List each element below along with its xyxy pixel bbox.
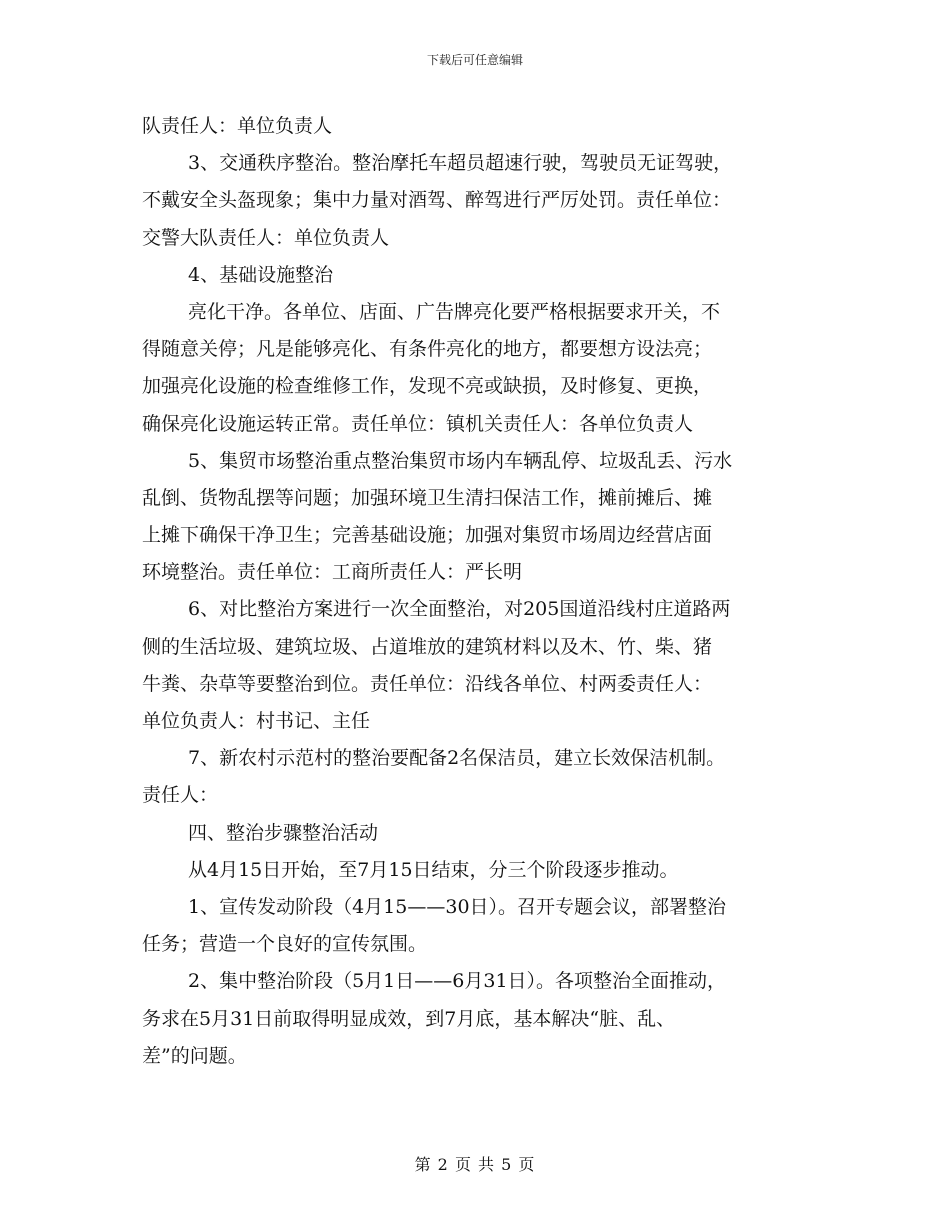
text-line: 上摊下确保干净卫生；完善基础设施；加强对集贸市场周边经营店面 <box>142 524 713 547</box>
text-line: 5、集贸市场整治重点整治集贸市场内车辆乱停、垃圾乱丢、污水 <box>188 449 733 472</box>
text-line: 2、集中整治阶段（5月1日——6月31日）。各项整治全面推动， <box>188 970 727 993</box>
text-line: 差”的问题。 <box>142 1044 247 1067</box>
text-line: 7、新农村示范村的整治要配备2名保洁员，建立长效保洁机制。 <box>188 747 726 770</box>
text-line: 3、交通秩序整治。整治摩托车超员超速行驶，驾驶员无证驾驶， <box>188 152 733 175</box>
text-line: 任务；营造一个良好的宣传氛围。 <box>142 933 428 956</box>
text-line: 牛粪、杂草等要整治到位。责任单位：沿线各单位、村两委责任人： <box>142 672 713 695</box>
text-line: 4、基础设施整治 <box>188 263 334 286</box>
text-line: 1、宣传发动阶段（4月15——30日）。召开专题会议，部署整治 <box>188 895 727 918</box>
text-line: 交警大队责任人：单位负责人 <box>142 226 390 249</box>
text-line: 得随意关停；凡是能够亮化、有条件亮化的地方，都要想方设法亮； <box>142 338 713 361</box>
text-line: 责任人： <box>142 784 219 807</box>
text-line: 务求在5月31日前取得明显成效，到7月底，基本解决“脏、乱、 <box>142 1007 676 1030</box>
text-line: 乱倒、货物乱摆等问题；加强环境卫生清扫保洁工作，摊前摊后、摊 <box>142 486 713 509</box>
text-line: 确保亮化设施运转正常。责任单位：镇机关责任人：各单位负责人 <box>142 412 694 435</box>
text-line: 侧的生活垃圾、建筑垃圾、占道堆放的建筑材料以及木、竹、柴、猪 <box>142 635 713 658</box>
text-line: 环境整治。责任单位：工商所责任人：严长明 <box>142 561 523 584</box>
text-line: 从4月15日开始，至7月15日结束，分三个阶段逐步推动。 <box>188 858 679 881</box>
text-line: 不戴安全头盔现象；集中力量对酒驾、醉驾进行严厉处罚。责任单位： <box>142 189 732 212</box>
text-line: 加强亮化设施的检查维修工作，发现不亮或缺损，及时修复、更换， <box>142 375 713 398</box>
text-line: 6、对比整治方案进行一次全面整治，对205国道沿线村庄道路两 <box>188 598 731 621</box>
text-line: 单位负责人：村书记、主任 <box>142 710 371 732</box>
text-line: 队责任人：单位负责人 <box>142 115 333 137</box>
page-footer: 第 2 页 共 5 页 <box>414 1155 536 1174</box>
page-header: 下载后可任意编辑 <box>426 53 523 67</box>
document-body <box>142 108 810 1075</box>
text-line: 亮化干净。各单位、店面、广告牌亮化要严格根据要求开关，不 <box>188 300 721 323</box>
text-line: 四、整治步骤整治活动 <box>188 821 379 844</box>
